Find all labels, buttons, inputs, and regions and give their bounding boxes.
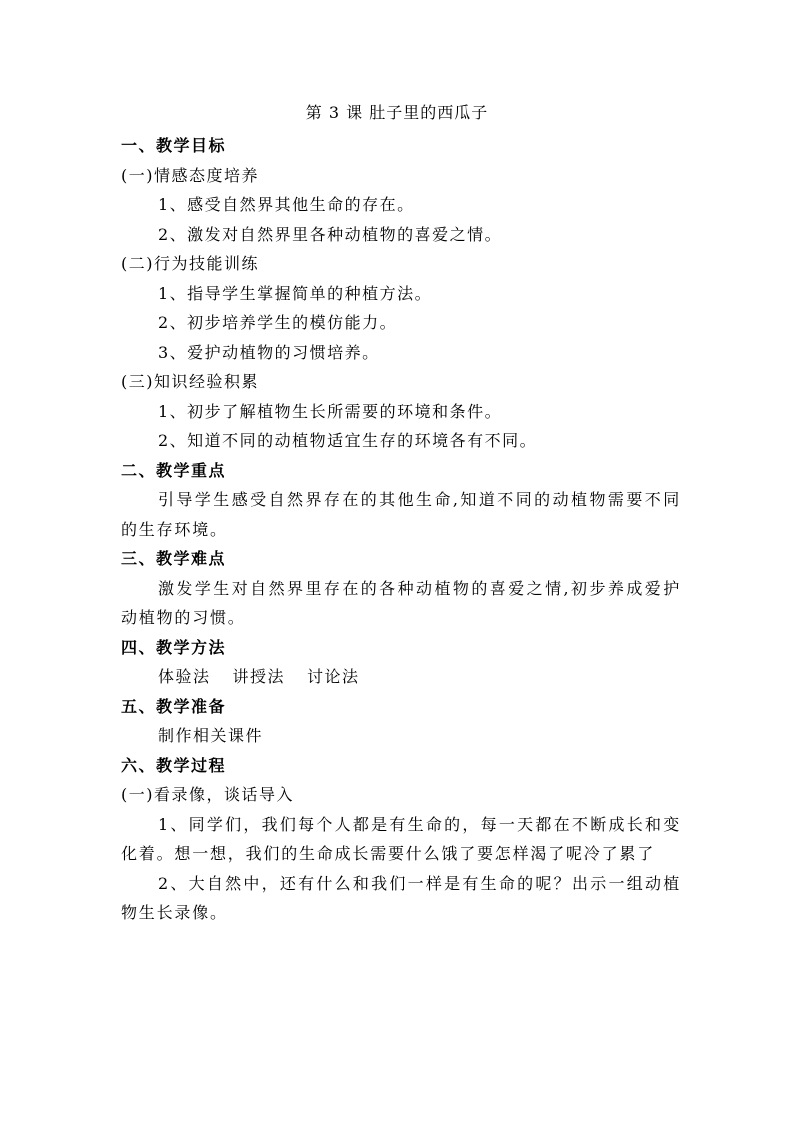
lesson-plan-body — [121, 131, 681, 928]
method-item: 讲授法 — [232, 667, 286, 686]
process-paragraph: 2、大自然中，还有什么和我们一样是有生命的呢？出示一组动植物生长录像。 — [121, 873, 681, 922]
goal-item: 1、感受自然界其他生命的存在。 — [158, 195, 415, 214]
subsection-heading-knowledge: (三)知识经验积累 — [121, 372, 259, 391]
goal-item: 1、初步了解植物生长所需要的环境和条件。 — [158, 401, 503, 421]
subsection-heading-intro: (一)看录像，谈话导入 — [121, 785, 294, 804]
section-heading-methods: 四、教学方法 — [121, 637, 227, 657]
goal-item: 2、激发对自然界里各种动植物的喜爱之情。 — [158, 224, 503, 244]
section-heading-process: 六、教学过程 — [121, 755, 227, 775]
process-paragraph: 1、同学们，我们每个人都是有生命的，每一天都在不断成长和变化着。想一想，我们的生命成长需要什么饿了要怎样渴了呢冷了累了 — [121, 814, 681, 863]
lesson-title: 第 3 课 肚子里的西瓜子 — [305, 103, 489, 122]
section-heading-difficulties: 三、教学难点 — [121, 549, 227, 568]
goal-item: 2、知道不同的动植物适宜生存的环境各有不同。 — [158, 431, 538, 450]
goal-item: 1、指导学生掌握简单的种植方法。 — [158, 283, 433, 303]
method-item: 讨论法 — [307, 667, 360, 686]
section-heading-preparation: 五、教学准备 — [121, 696, 227, 716]
preparation-text: 制作相关课件 — [158, 726, 264, 745]
goal-item: 3、爱护动植物的习惯培养。 — [158, 342, 380, 362]
difficulties-text: 激发学生对自然界里存在的各种动植物的喜爱之情,初步养成爱护动植物的习惯。 — [121, 578, 681, 627]
method-item: 体验法 — [158, 667, 211, 686]
methods-list — [121, 662, 681, 692]
section-heading-key-points: 二、教学重点 — [121, 460, 227, 480]
goal-item: 2、初步培养学生的模仿能力。 — [158, 313, 398, 332]
key-points-text: 引导学生感受自然界存在的其他生命,知道不同的动植物需要不同的生存环境。 — [121, 490, 681, 539]
section-heading-goals: 一、教学目标 — [121, 136, 227, 155]
subsection-heading-skills: (二)行为技能训练 — [121, 254, 259, 273]
subsection-heading-attitude: (一)情感态度培养 — [121, 165, 259, 185]
